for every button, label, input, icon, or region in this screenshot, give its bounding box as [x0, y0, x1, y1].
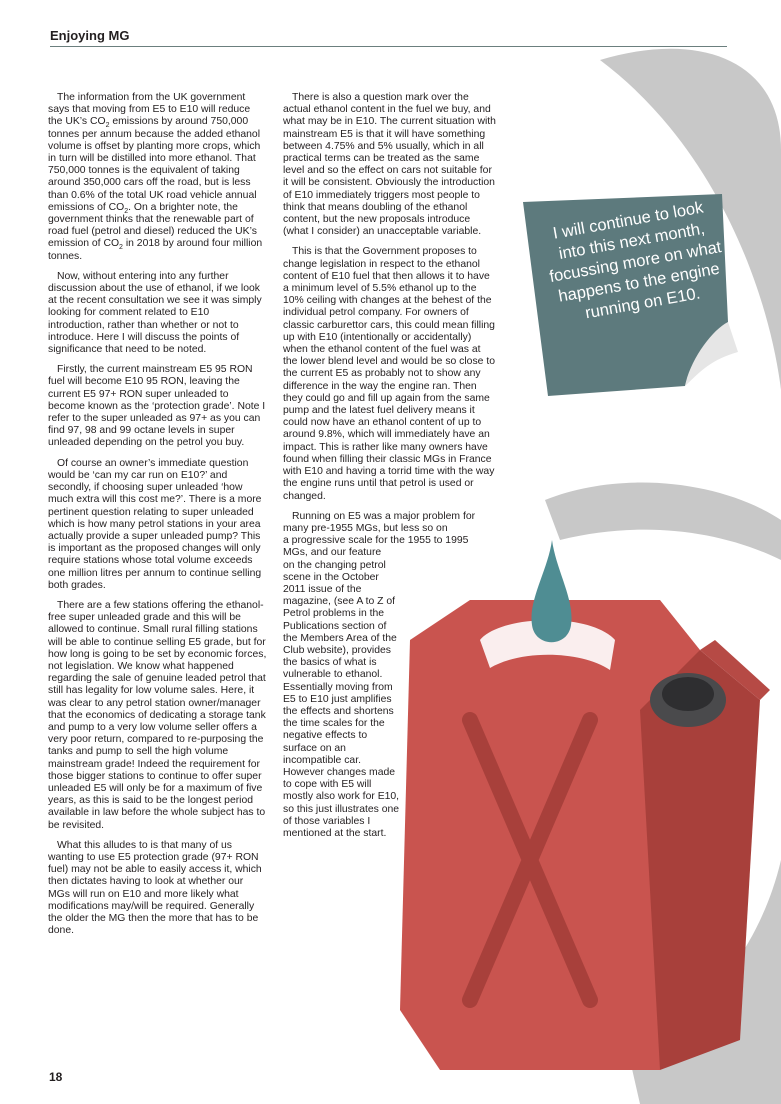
- callout-text: I will continue to look into this next month, focussing more on what happens to the engine running on E10.: [548, 198, 723, 323]
- paragraph: There is also a question mark over the actual ethanol content in the fuel we buy, and what may be in E10. The current situation with mainstream E5 is that it will have something between 4.75% and 5% usually, which in all practical terms can be treated as the same level and so the effect on cars not suitable for it will be consistent. Obviously the introduction of E10 immediately triggers most people to think that means doubling of the ethanol content, but the new proposals introduce (what I consider) an unacceptable variable.: [283, 92, 496, 238]
- paragraph-continued: a progressive scale for the 1955 to 1995 MGs, and our feature: [283, 535, 469, 559]
- article-column-2: [283, 92, 497, 840]
- paragraph: Firstly, the current mainstream E5 95 RON fuel will become E10 95 RON, leaving the current E5 97+ RON super unleaded to become known as the ‘protection grade’. Note I refer to the super unleaded as 97+ as you can find 97, 98 and 99 octane levels in super unleaded depending on the petrol you buy.: [48, 364, 266, 449]
- paragraph: Now, without entering into any further discussion about the use of ethanol, if we look at the recent consultation we see it was simply looking for comment related to E10 introduction, rather than whether or not to introduce. Here I will discuss the points of significance that need to be noted.: [48, 270, 262, 356]
- paragraph: There are a few stations offering the ethanol-free super unleaded grade and this will be allowed to continue. Small rural filling stations will be able to continue selling E5 grade, but for how long is going to be set by economic forces, not legislation. We know what happened regarding the sale of genuine leaded petrol that still has legality for low volume sales. Here, it was clear to any petrol station owner/manager that the economics of dedicating a storage tank and pump to a very low volume seller offers a very poor return, compared to re-purposing the tanks and pump to sell the high volume mainstream grade! Indeed the requirement for those bigger stations to continue to offer super unleaded E5 will only be for a maximum of five years, as this is said to be the longest period available in law before the whole subject has to be revisited.: [48, 599, 267, 831]
- paragraph: Of course an owner’s immediate question would be ‘can my car run on E10?’ and secondly, if choosing super unleaded ‘how much extra will this cost me?’. There is a more pertinent question relating to super unleaded which is how many petrol stations in your area actually provide a super unleaded pump? This is important as the proposed changes will only require stations whose total volume exceeds one million litres per annum to continue selling both grades.: [48, 457, 262, 591]
- page-number: 18: [49, 1070, 63, 1084]
- article-column-1: [48, 92, 267, 945]
- paragraph: This is that the Government proposes to change legislation in respect to the ethanol content of E10 fuel that then allows it to have a minimum level of 5.5% ethanol up to the 10% ceiling with changes at the behest of the individual petrol company. For owners of classic carburettor cars, this could mean filling up with E10 (intentionally or accidentally) when the ethanol content of the fuel was at the lower blend level and would be so close to the current E5 as probably not to show any difference in the way the engine ran. Then they could go and fill up again from the same pump and the latest fuel delivery means it could now have an ethanol content of up to around 9.8%, which will immediately have an impact. This is rather like many owners have found when filling their classic MGs in France with E10 and having a torrid time with the way the engine runs until that petrol is used or changed.: [283, 246, 495, 502]
- hose-arc-middle: [545, 483, 781, 560]
- paragraph: What this alludes to is that many of us wanting to use E5 protection grade (97+ RON fuel) may not be able to easily access it, which then dictates having to look at whether our MGs will run on E10 and more likely what modifications may/will be required. Generally the older the MG then the more that has to be done.: [48, 839, 262, 937]
- header-rule: [50, 46, 727, 47]
- section-header: Enjoying MG: [50, 28, 130, 43]
- paragraph: The information from the UK government says that moving from E5 to E10 will reduce the UK’s $CO_2$ emissions by around 750,000 tonnes per annum because the added ethanol volume is offset by planting more crops, which in turn will be distilled into more ethanol. That 750,000 tonnes is the equivalent of taking around 350,000 cars off the road, but is less than 0.6% of the total UK road vehicle annual emissions of $CO_2$. On a brighter note, the government thinks that the renewable part of road fuel (petrol and diesel) reduced the UK’s emission of $CO_2$ in 2018 by around four million tonnes.: [48, 92, 263, 262]
- paragraph: Running on E5 was a major problem for many pre-1955 MGs, but less so on: [283, 510, 476, 534]
- fuel-drop: [531, 540, 571, 642]
- paragraph-continued: on the changing petrol scene in the October 2011 issue of the magazine, (see A to Z of Petrol problems in the Publications section of the Members Area of the Club website), provides the basics of what is vulnerable to ethanol. Essentially moving from E5 to E10 just amplifies the effects and shortens the time scales for the negative effects to surface on an incompatible car. However changes made to cope with E5 will mostly also work for E10, so this just illustrates one of those variables I mentioned at the start.: [283, 559, 400, 839]
